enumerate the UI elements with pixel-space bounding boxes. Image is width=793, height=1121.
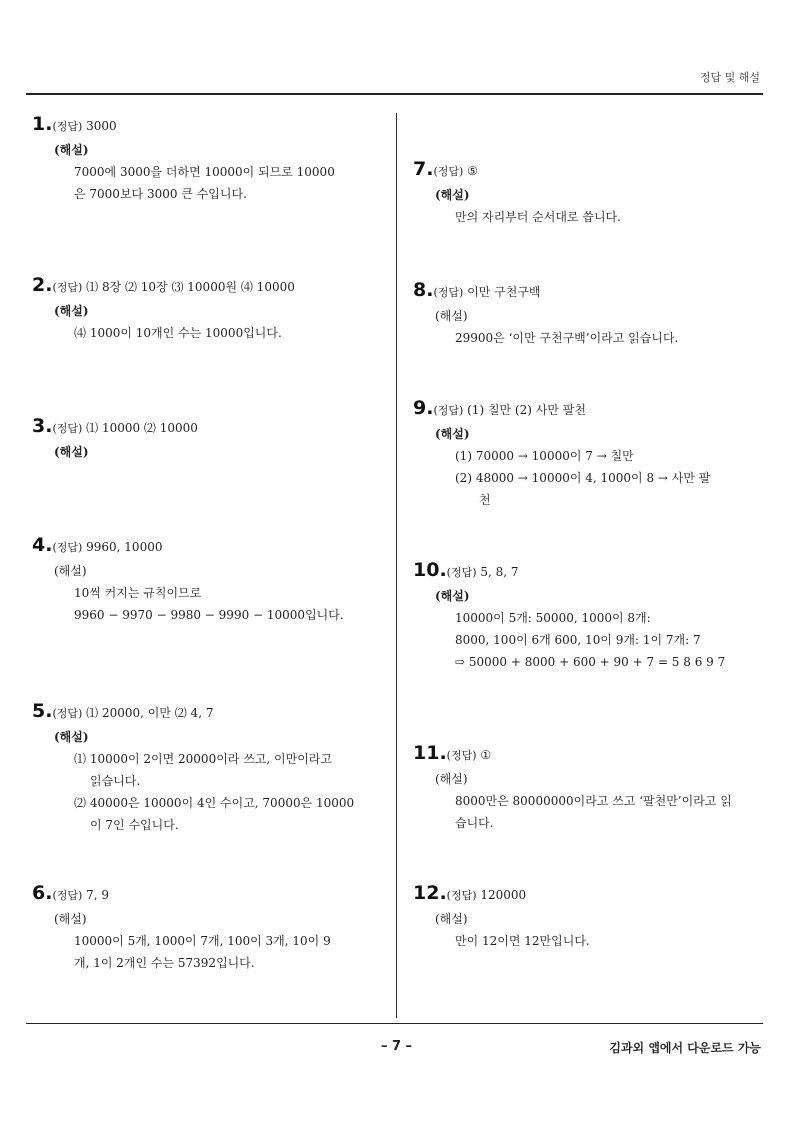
question-number: 3.: [32, 415, 53, 437]
answer-text: 5, 8, 7: [480, 565, 519, 579]
answer-text: 9960, 10000: [86, 540, 163, 554]
question-12: [413, 882, 753, 952]
answer-text: 3000: [86, 119, 117, 133]
header-rule: [26, 93, 763, 95]
explanation-line: 만의 자리부터 순서대로 씁니다.: [455, 210, 621, 224]
question-number: 9.: [413, 397, 434, 419]
answer-text: ⑴ 20000, 이만 ⑵ 4, 7: [86, 706, 214, 720]
answer-tag: (정답): [52, 541, 83, 554]
explanation-label: (해설): [435, 188, 470, 202]
question-number: 5.: [32, 700, 53, 722]
question-number: 4.: [32, 534, 53, 556]
explanation-line: 10000이 5개, 1000이 7개, 100이 3개, 10이 9: [74, 934, 331, 948]
question-2: [32, 274, 372, 344]
explanation-label: (해설): [435, 772, 468, 786]
answer-tag: (정답): [433, 286, 464, 299]
explanation-line: 29900은 ‘이만 구천구백’이라고 읽습니다.: [455, 331, 679, 345]
answer-tag: (정답): [52, 889, 83, 902]
explanation-line: 8000, 100이 6개 600, 10이 9개: 1이 7개: 7: [455, 633, 701, 647]
question-10: [413, 559, 753, 673]
explanation-line: (2) 48000 → 10000이 4, 1000이 8 → 사만 팔: [455, 471, 711, 485]
explanation-line: ⑵ 40000은 10000이 4인 수이고, 70000은 10000: [74, 796, 355, 810]
question-5: [32, 700, 372, 836]
explanation-line: ⇨ 50000 + 8000 + 600 + 90 + 7 = 5 8 6 9 7: [455, 655, 726, 669]
explanation-label: (해설): [54, 304, 89, 318]
explanation-line: 10000이 5개: 50000, 1000이 8개:: [455, 611, 651, 625]
explanation-line: ⑷ 1000이 10개인 수는 10000입니다.: [74, 326, 282, 340]
answer-tag: (정답): [446, 749, 477, 762]
answer-tag: (정답): [433, 165, 464, 178]
explanation-line: 습니다.: [455, 816, 494, 830]
explanation-line: (1) 70000 → 10000이 7 → 칠만: [455, 449, 634, 463]
explanation-label: (해설): [435, 309, 468, 323]
question-number: 6.: [32, 882, 53, 904]
question-1: [32, 113, 372, 205]
explanation-label: (해설): [435, 589, 470, 603]
explanation-line: 10씩 커지는 규칙이므로: [74, 586, 202, 600]
question-11: [413, 742, 753, 834]
question-number: 12.: [413, 882, 447, 904]
question-6: [32, 882, 372, 974]
explanation-line: ⑴ 10000이 2이면 20000이라 쓰고, 이만이라고: [74, 752, 332, 766]
explanation-line: 천: [479, 493, 491, 507]
answer-text: 120000: [480, 888, 527, 902]
explanation-label: (해설): [54, 564, 87, 578]
explanation-line: 만이 12이면 12만입니다.: [455, 934, 590, 948]
answer-text: ⑤: [467, 164, 478, 178]
explanation-label: (해설): [54, 445, 89, 459]
question-number: 7.: [413, 158, 434, 180]
answer-tag: (정답): [446, 889, 477, 902]
question-number: 1.: [32, 113, 53, 135]
answer-tag: (정답): [52, 707, 83, 720]
question-number: 10.: [413, 559, 447, 581]
answer-text: 7, 9: [86, 888, 110, 902]
question-number: 2.: [32, 274, 53, 296]
answer-tag: (정답): [52, 120, 83, 133]
column-divider: [396, 113, 397, 1018]
explanation-line: 이 7인 수입니다.: [90, 818, 179, 832]
question-3: [32, 415, 372, 463]
explanation-line: 은 7000보다 3000 큰 수입니다.: [74, 187, 247, 201]
explanation-line: 읽습니다.: [90, 774, 141, 788]
answer-text: ①: [480, 748, 492, 762]
explanation-line: 7000에 3000을 더하면 10000이 되므로 10000: [74, 165, 335, 179]
question-7: [413, 158, 753, 228]
footer-rule: [26, 1023, 763, 1024]
answer-tag: (정답): [52, 422, 83, 435]
question-number: 11.: [413, 742, 447, 764]
answer-text: ⑴ 8장 ⑵ 10장 ⑶ 10000원 ⑷ 10000: [86, 280, 295, 294]
explanation-line: 8000만은 80000000이라고 쓰고 ‘팔천만’이라고 읽: [455, 794, 732, 808]
page-number: – 7 –: [380, 1039, 413, 1054]
explanation-label: (해설): [435, 912, 468, 926]
answer-text: 이만 구천구백: [467, 285, 541, 299]
explanation-line: 개, 1이 2개인 수는 57392입니다.: [74, 956, 255, 970]
explanation-label: (해설): [435, 427, 470, 441]
header-title: 정답 및 해설: [699, 71, 760, 84]
answer-text: (1) 칠만 (2) 사만 팔천: [467, 403, 586, 417]
question-9: [413, 397, 753, 511]
explanation-label: (해설): [54, 143, 89, 157]
question-number: 8.: [413, 279, 434, 301]
explanation-label: (해설): [54, 912, 87, 926]
question-4: [32, 534, 372, 626]
answer-tag: (정답): [52, 281, 83, 294]
answer-tag: (정답): [433, 404, 464, 417]
explanation-line: 9960 − 9970 − 9980 − 9990 − 10000입니다.: [74, 608, 344, 622]
answer-text: ⑴ 10000 ⑵ 10000: [86, 421, 198, 435]
question-8: [413, 279, 753, 349]
footer-note: 김과외 앱에서 다운로드 가능: [609, 1041, 761, 1055]
explanation-label: (해설): [54, 730, 89, 744]
answer-tag: (정답): [446, 566, 477, 579]
